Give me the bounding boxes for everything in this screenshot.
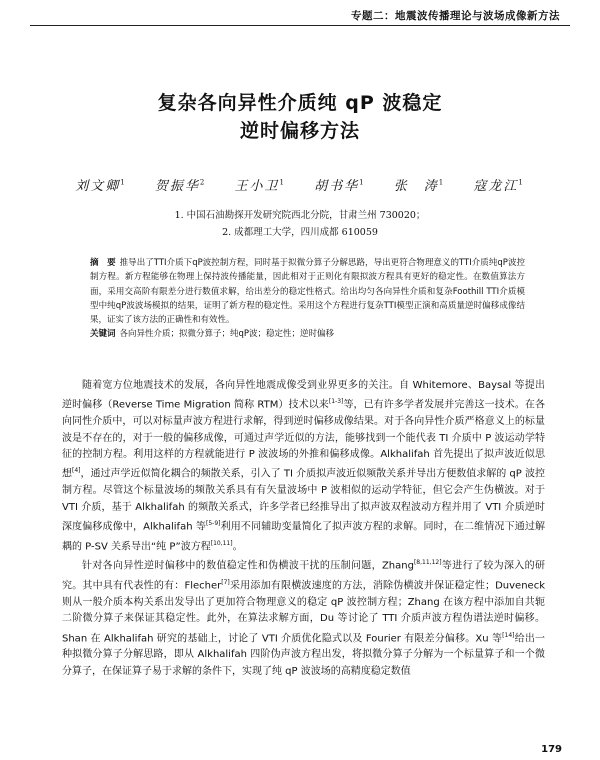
text-run: 给出一种拟微分算子分解思路，即从 Alkhalifah 四阶伪声波方程出发，将拟微分算子分解为一个标量算子和一个微分算子，在保证算子易于求解的条件下，实现了纯 qP 波波场的高精度稳定数值	[62, 632, 546, 677]
author-name: 刘文卿	[75, 179, 121, 194]
text-run: 利用不同辅助变量简化了拟声波方程的求解。同时，在二维情况下通过解耦的 P-SV 关系导出“纯 P”波方程	[62, 521, 545, 552]
author	[234, 179, 285, 194]
text-run: 等进行了较为深入的研究。其中具有代表性的有：Flecher	[62, 560, 545, 592]
affiliation-1: 1. 中国石油勘探开发研究院西北分院，甘肃兰州 730020；	[174, 210, 426, 221]
keywords-text: 各向异性介质；拟微分算子；纯qP波；稳定性；逆时偏移	[119, 329, 335, 340]
text-run: 。	[232, 540, 243, 552]
author-affiliation-mark: 1	[359, 178, 366, 187]
author	[394, 179, 445, 194]
section-title: 专题二：地震波传播理论与波场成像新方法	[351, 10, 560, 22]
abstract-label: 摘 要	[90, 258, 116, 268]
affiliation-2: 2. 成都理工大学，四川成都 610059	[222, 227, 378, 238]
paper-title-line-2: 逆时偏移方法	[239, 120, 360, 142]
citation: [7]	[221, 579, 230, 587]
author-name: 寇龙江	[473, 179, 519, 194]
text-run: 采用添加有限横波速度的方法，消除伪横波并保证稳定性；Duveneck 则从一般介质本构关系出发导出了更加符合物理意义的稳定 qP 波控制方程；Zhang 在该方程中添加自共轭二阶微分算子来保证其稳定性。此外，在算法求解方面，Du 等讨论了 TTI 介质声波方程伪谱法逆时偏移。Shan 在 Alkhalifah 研究的基础上，讨论了 VTI 介质优化隐式以及 Fourier 有限差分偏移。Xu 等	[62, 580, 545, 644]
keywords-label: 关键词	[90, 329, 116, 340]
abstract-text: 推导出了TTI介质下qP波控制方程，同时基于拟微分算子分解思路，导出更符合物理意义的TTI介质纯qP波控制方程。新方程能够在物理上保持波传播能量，因此相对于正则化有限拟波方程具有更好的稳定性。在数值算法方面，采用交高阶有限差分进行数值求解，给出差分的稳定性格式。给出均匀各向异性介质和复杂Foothill TTI介质模型中纯qP波波场模拟的结果，证明了新方程的稳定性。采用这个方程进行复杂TTI模型正演和高质量逆时偏移成像结果，证实了该方法的正确性和有效性。	[90, 258, 525, 326]
paper-title-line-1: 复杂各向异性介质纯 qP 波稳定	[157, 92, 443, 114]
abstract	[90, 256, 525, 342]
citation: [8,11,12]	[413, 559, 442, 567]
author-name: 王小卫	[234, 179, 280, 194]
keywords	[90, 327, 525, 341]
author-affiliation-mark: 1	[438, 178, 446, 187]
author-affiliation-mark: 1	[279, 178, 286, 187]
author-name: 张 涛	[393, 179, 439, 194]
author-name: 胡书华	[314, 179, 360, 194]
abstract-paragraph	[90, 256, 525, 327]
text-run: ，通过声学近似简化耦合的频散关系，引入了 TI 介质拟声波近似频散关系并导出方便数值求解的 qP 波控制方程。尽管这个标量波场的频散关系具有有矢量波场中 P 波相似的运动学特征，但它会产生伪横波。对于 VTI 介质，基于 Alkhalifah 的频散关系式，许多学者已经推导出了拟声波双程波动方程并用了 VTI 介质逆时深度偏移成像中，Alkhalifah 等	[62, 468, 546, 533]
citation: [1-3]	[328, 398, 344, 406]
author-affiliation-mark: 2	[199, 178, 207, 187]
author	[473, 179, 524, 194]
author	[155, 179, 206, 194]
citation: [4]	[72, 467, 81, 475]
citation: [14]	[502, 631, 515, 639]
author-affiliation-mark: 1	[120, 178, 127, 187]
citation: [5-9]	[206, 519, 221, 527]
author-name: 贺振华	[154, 179, 200, 194]
author-affiliation-mark: 1	[518, 178, 525, 187]
text-run: 随着宽方位地震技术的发展，各向异性地震成像受到业界更多的关注。自 Whitemore、Baysal 等提出逆时偏移（Reverse Time Migration 简称 RTM）技术以来	[62, 380, 545, 411]
body-text	[62, 378, 545, 680]
text-run: 等，已有许多学者发展并完善这一技术。在各向同性介质中，可以对标量声波方程进行求解，得到逆时偏移成像结果。对于各向异性介质严格意义上的标量波是不存在的，对于一般的偏移成像，可通过声学近似的方法，能够找到一个能代表 TI 介质中 P 波运动学特征的控制方程。利用这样的方程就能进行 P 波波场的外推和偏移成像。Alkhalifah 首先提出了拟声波近似思想	[62, 399, 545, 480]
text-run: 针对各向异性逆时偏移中的数值稳定性和伪横波干扰的压制问题，Zhang	[82, 560, 414, 572]
citation: [10,11]	[210, 539, 233, 547]
body-paragraph-2	[62, 555, 545, 680]
body-paragraph-1	[62, 378, 545, 555]
running-header	[30, 4, 570, 24]
page-number: 179	[541, 744, 562, 755]
header-rule	[30, 25, 570, 26]
author-list	[0, 175, 600, 194]
author	[314, 179, 365, 194]
author	[75, 179, 126, 194]
